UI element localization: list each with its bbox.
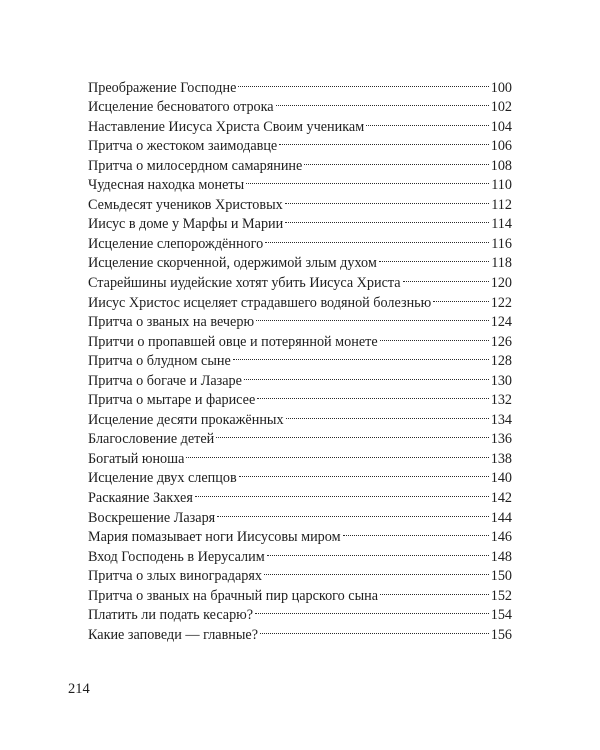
toc-entry-title: Воскрешение Лазаря [88, 509, 216, 526]
dot-leader [216, 424, 488, 444]
dot-leader [433, 287, 488, 307]
toc-entry-page-number: 102 [490, 99, 512, 116]
dot-leader [264, 561, 489, 581]
dot-leader [239, 463, 489, 483]
toc-entry-title: Исцеление двух слепцов [88, 470, 237, 487]
toc-entry-title: Какие заповеди — главные? [88, 626, 259, 643]
toc-entry-title: Притча о жестоком заимодавце [88, 138, 278, 155]
dot-leader [257, 385, 488, 405]
toc-entry-page-number: 128 [490, 353, 512, 370]
toc-entry-title: Притча о злых виноградарях [88, 568, 263, 585]
toc-entry-title: Притча о мытаре и фарисее [88, 392, 256, 409]
dot-leader [379, 248, 489, 268]
toc-entry-page-number: 152 [490, 587, 512, 604]
toc-entry-page-number: 142 [490, 490, 512, 507]
toc-entry-page-number: 150 [490, 568, 512, 585]
toc-entry-title: Благословение детей [88, 431, 215, 448]
toc-entry-page-number: 140 [490, 470, 512, 487]
toc-entry-page-number: 122 [490, 294, 512, 311]
dot-leader [286, 404, 489, 424]
toc-entry-page-number: 148 [490, 548, 512, 565]
table-of-contents [88, 72, 512, 643]
dot-leader [276, 92, 489, 112]
toc-entry-title: Притча о званых на брачный пир царского сына [88, 587, 379, 604]
dot-leader [380, 326, 489, 346]
toc-entry-page-number: 116 [491, 235, 512, 252]
dot-leader [366, 111, 489, 131]
dot-leader [260, 619, 489, 639]
toc-entry-title: Притча о милосердном самарянине [88, 157, 303, 174]
toc-entry-title: Притча о богаче и Лазаре [88, 372, 242, 389]
toc-entry-title: Старейшины иудейские хотят убить Иисуса Христа [88, 275, 401, 292]
dot-leader [304, 150, 488, 170]
toc-entry-page-number: 134 [490, 411, 512, 428]
toc-entry-page-number: 130 [490, 372, 512, 389]
toc-entry-page-number: 136 [490, 431, 512, 448]
toc-entry-page-number: 154 [490, 607, 512, 624]
toc-entry-title: Чудесная находка монеты [88, 177, 245, 194]
toc-entry-title: Мария помазывает ноги Иисусовы миром [88, 529, 341, 546]
dot-leader [217, 502, 489, 522]
toc-entry-title: Притчи о пропавшей овце и потерянной монете [88, 333, 378, 350]
toc-entry-page-number: 126 [490, 333, 512, 350]
toc-entry-title: Богатый юноша [88, 450, 185, 467]
toc-entry-page-number: 106 [490, 138, 512, 155]
toc-entry-title: Платить ли подать кесарю? [88, 607, 254, 624]
toc-entry-title: Исцеление слепорождённого [88, 235, 264, 252]
toc-entry-title: Притча о званых на вечерю [88, 314, 255, 331]
toc-entry-page-number: 104 [490, 118, 512, 135]
dot-leader [186, 443, 488, 463]
toc-entry-page-number: 124 [490, 314, 512, 331]
dot-leader [238, 72, 488, 92]
toc-entry-title: Наставление Иисуса Христа Своим ученикам [88, 118, 365, 135]
dot-leader [279, 131, 489, 151]
dot-leader [233, 346, 489, 366]
toc-entry-title: Вход Господень в Иерусалим [88, 548, 265, 565]
toc-entry-page-number: 146 [490, 529, 512, 546]
dot-leader [267, 541, 489, 561]
toc-entry-title: Семьдесят учеников Христовых [88, 196, 283, 213]
dot-leader [244, 365, 489, 385]
toc-entry-title: Иисус в доме у Марфы и Марии [88, 216, 284, 233]
dot-leader [255, 600, 489, 620]
toc-entry-page-number: 132 [490, 392, 512, 409]
dot-leader [265, 228, 489, 248]
toc-entry-page-number: 108 [490, 157, 512, 174]
dot-leader [285, 189, 490, 209]
toc-entry-title: Иисус Христос исцеляет страдавшего водяной болезнью [88, 294, 432, 311]
toc-entry-page-number: 110 [491, 177, 512, 194]
toc-entry-page-number: 114 [491, 216, 512, 233]
toc-entry-title: Исцеление десяти прокажённых [88, 411, 284, 428]
toc-entry-title: Раскаяние Закхея [88, 490, 193, 507]
toc-entry-title: Исцеление скорченной, одержимой злым духом [88, 255, 377, 272]
dot-leader [403, 267, 489, 287]
toc-entry-page-number: 100 [490, 79, 512, 96]
toc-entry-page-number: 138 [490, 450, 512, 467]
toc-entry-title: Притча о блудном сыне [88, 353, 231, 370]
toc-entry-page-number: 144 [490, 509, 512, 526]
dot-leader [380, 580, 489, 600]
dot-leader [256, 307, 489, 327]
toc-entry-page-number: 156 [490, 626, 512, 643]
dot-leader [285, 209, 489, 229]
dot-leader [343, 522, 489, 542]
toc-entry-title: Исцеление бесноватого отрока [88, 99, 274, 116]
toc-entry-page-number: 112 [491, 196, 512, 213]
dot-leader [246, 170, 489, 190]
toc-entry-page-number: 118 [491, 255, 512, 272]
toc-entry-title: Преображение Господне [88, 79, 237, 96]
page-number: 214 [68, 681, 90, 697]
dot-leader [195, 482, 489, 502]
toc-entry [88, 72, 512, 96]
toc-entry-page-number: 120 [490, 275, 512, 292]
